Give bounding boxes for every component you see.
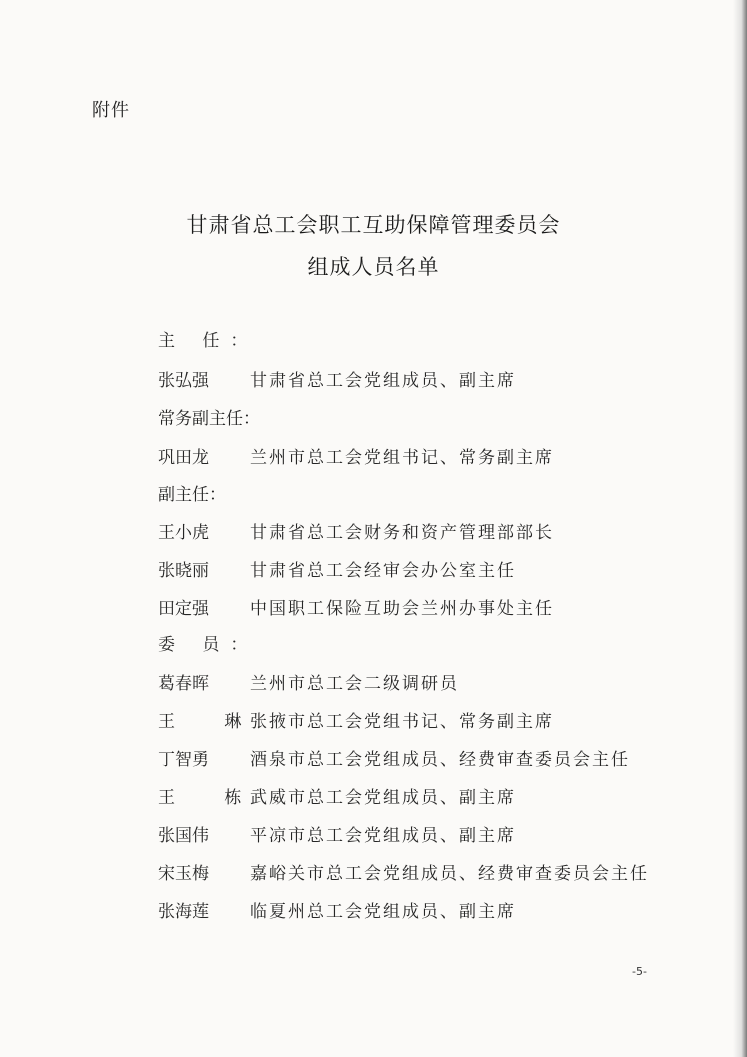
member-name: 王 琳 [158,712,264,732]
member-name: 王 栋 [158,788,264,808]
section-heading-members: 委 员： [158,635,259,655]
section-heading-executive-deputy-director: 常务副主任： [158,409,260,429]
member-name: 宋玉梅 [158,864,209,884]
member-name: 张海莲 [158,902,209,922]
member-name: 巩田龙 [158,448,209,468]
member-role: 兰州市总工会二级调研员 [250,674,459,694]
member-name: 王小虎 [158,523,209,543]
member-role: 平凉市总工会党组成员、副主席 [250,826,516,846]
member-name: 葛春晖 [158,674,209,694]
member-name: 张国伟 [158,826,209,846]
member-role: 甘肃省总工会党组成员、副主席 [250,371,516,391]
attachment-label: 附件 [92,100,130,121]
member-role: 张掖市总工会党组书记、常务副主席 [250,712,554,732]
member-role: 酒泉市总工会党组成员、经费审查委员会主任 [250,750,630,770]
document-title-line-1: 甘肃省总工会职工互助保障管理委员会 [186,213,561,237]
member-role: 中国职工保险互助会兰州办事处主任 [250,599,554,619]
page-number: -5- [632,965,647,978]
member-role: 临夏州总工会党组成员、副主席 [250,902,516,922]
member-role: 兰州市总工会党组书记、常务副主席 [250,448,554,468]
member-role: 嘉峪关市总工会党组成员、经费审查委员会主任 [250,864,649,884]
member-role: 甘肃省总工会财务和资产管理部部长 [250,523,554,543]
document-title-line-2: 组成人员名单 [307,255,440,279]
section-heading-director: 主 任： [158,331,259,351]
member-name: 张晓丽 [158,561,209,581]
member-name: 张弘强 [158,371,209,391]
section-heading-deputy-director: 副主任： [158,485,226,505]
member-role: 甘肃省总工会经审会办公室主任 [250,561,516,581]
member-role: 武威市总工会党组成员、副主席 [250,788,516,808]
member-name: 丁智勇 [158,750,209,770]
member-name: 田定强 [158,599,209,619]
page-edge-shadow [733,0,747,1057]
